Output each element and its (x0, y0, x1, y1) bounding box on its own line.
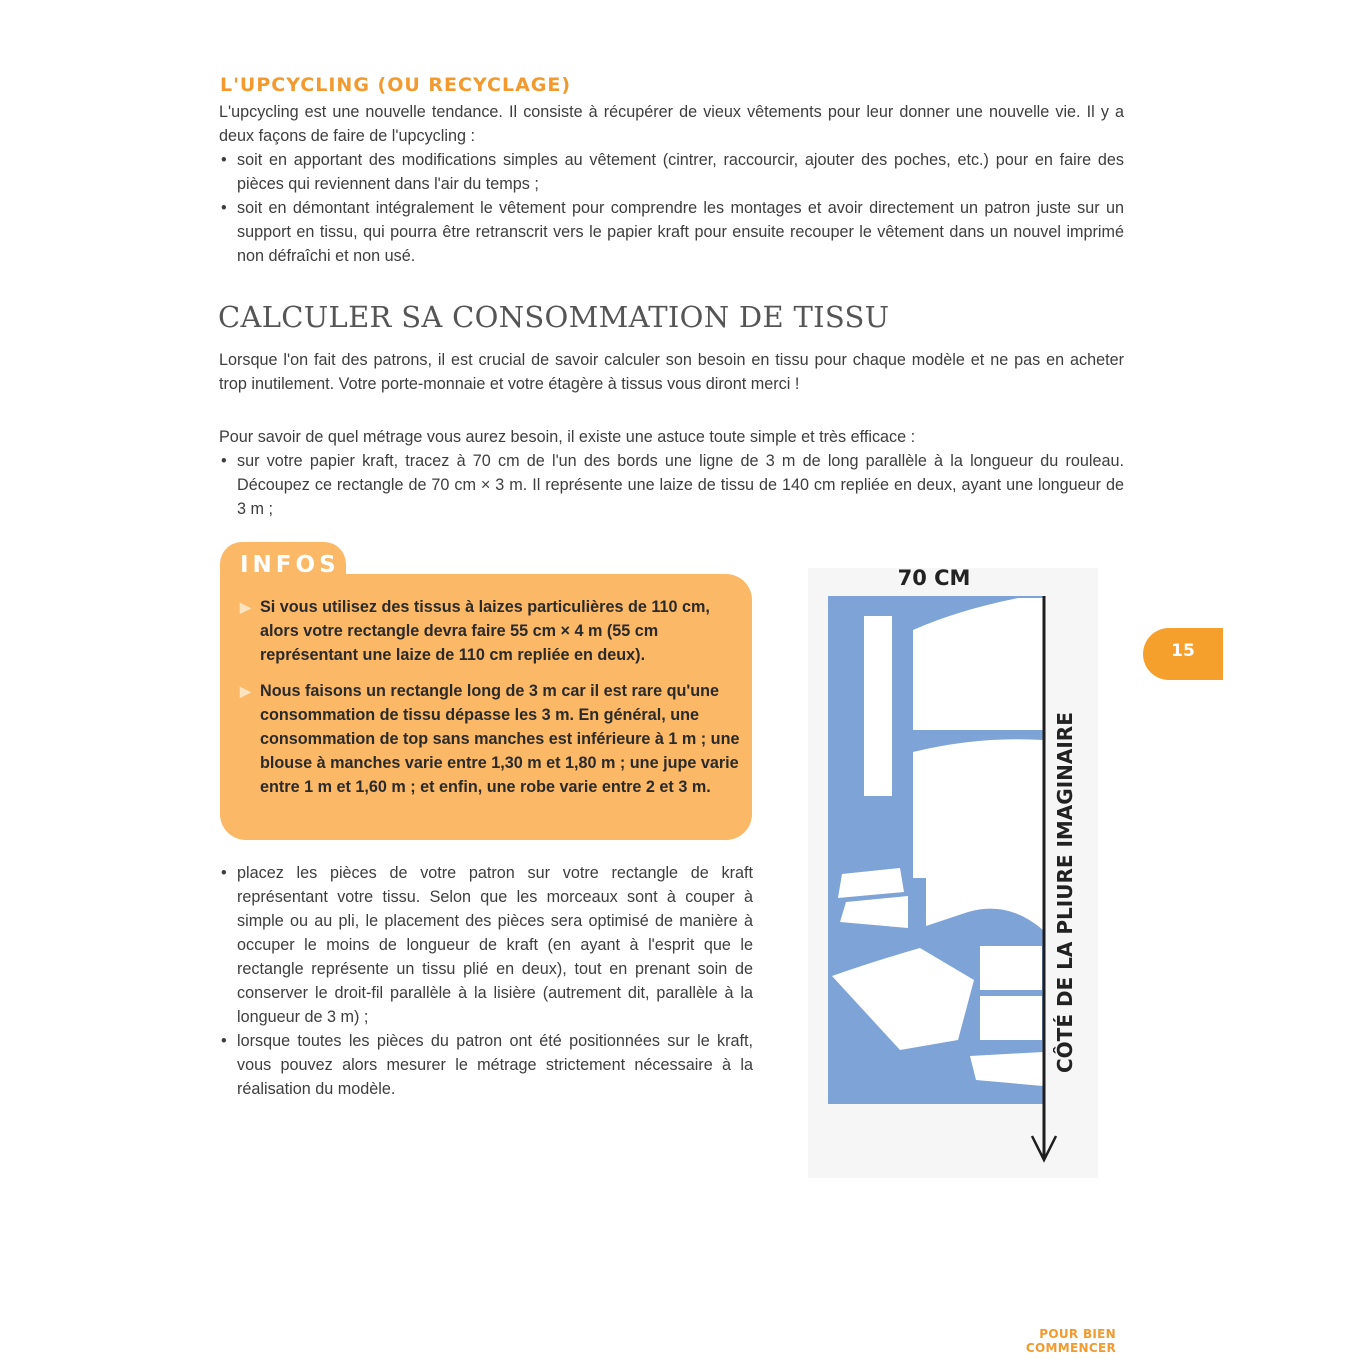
list-item: • soit en démontant intégralement le vêtement pour comprendre les montages et avoir directement un patron juste sur un support en tissu, qui pourra être retranscrit vers le papier kraft pour ensuite recouper le vêtement dans un nouvel imprimé non défraîchi et non usé. (219, 196, 1124, 268)
calcul-bullet-list-2 (219, 861, 753, 1101)
calcul-paragraph-2: Pour savoir de quel métrage vous aurez besoin, il existe une astuce toute simple et très efficace : (219, 428, 916, 446)
pattern-piece (864, 616, 892, 796)
pattern-piece (980, 996, 1042, 1040)
list-item: • lorsque toutes les pièces du patron ont été positionnées sur le kraft, vous pouvez alors mesurer le métrage strictement nécessaire à la réalisation du modèle. (219, 1029, 753, 1101)
triangle-right-icon: ▶ (240, 683, 251, 699)
running-footer: POUR BIEN COMMENCER (1025, 1327, 1116, 1355)
page-number: 15 (1171, 641, 1195, 661)
upcycling-heading: L'UPCYCLING (OU RECYCLAGE) (220, 74, 572, 96)
fold-side-label: CÔTÉ DE LA PLIURE IMAGINAIRE (1053, 712, 1077, 1073)
page-title: CALCULER SA CONSOMMATION DE TISSU (218, 300, 890, 334)
upcycling-intro: L'upcycling est une nouvelle tendance. Il consiste à récupérer de vieux vêtements pour leur donner une nouvelle vie. Il y a deux façons de faire de l'upcycling : (219, 103, 1124, 145)
list-item: • soit en apportant des modifications simples au vêtement (cintrer, raccourcir, ajouter des poches, etc.) pour en faire des pièces qui reviennent dans l'air du temps ; (219, 148, 1124, 196)
triangle-right-icon: ▶ (240, 599, 251, 615)
calcul-paragraph-1: Lorsque l'on fait des patrons, il est crucial de savoir calculer son besoin en tissu pour chaque modèle et ne pas en acheter trop inutilement. Votre porte-monnaie et votre étagère à tissus vous diront merci ! (219, 351, 1124, 393)
list-item: • sur votre papier kraft, tracez à 70 cm de l'un des bords une ligne de 3 m de long parallèle à la longueur du rouleau. Découpez ce rectangle de 70 cm × 3 m. Il représente une laize de tissu de 140 cm repliée en deux, ayant une longueur de 3 m ; (219, 449, 1124, 521)
infos-item (240, 679, 740, 799)
infos-box (220, 574, 752, 840)
infos-item-text: Nous faisons un rectangle long de 3 m car il est rare qu'une consommation de tissu dépasse les 3 m. En général, une consommation de top sans manches est inférieure à 1 m ; une blouse à manches varie entre 1,30 m et 1,80 m ; une jupe varie entre 1 m et 1,60 m ; et enfin, une robe varie entre 2 et 3 m. (260, 682, 740, 796)
width-label: 70 CM (897, 566, 971, 590)
list-item: • placez les pièces de votre patron sur votre rectangle de kraft représentant votre tissu. Selon que les morceaux sont à couper à simple ou au pli, le placement des pièces sera optimisé de manière à occuper le moins de longueur de kraft (en ayant à l'esprit que le rectangle représente un tissu plié en deux), tout en prenant soin de conserver le droit-fil parallèle à la lisière (autrement dit, parallèle à la longueur de 3 m) ; (219, 861, 753, 1029)
infos-item-text: Si vous utilisez des tissus à laizes particulières de 110 cm, alors votre rectangle devra faire 55 cm × 4 m (55 cm représentant une laize de 110 cm repliée en deux). (260, 598, 710, 664)
calcul-bullet-list (219, 449, 1124, 521)
infos-item (240, 595, 740, 667)
infos-label: INFOS (240, 552, 340, 578)
upcycling-bullet-list (219, 148, 1124, 268)
pattern-piece (980, 946, 1042, 990)
